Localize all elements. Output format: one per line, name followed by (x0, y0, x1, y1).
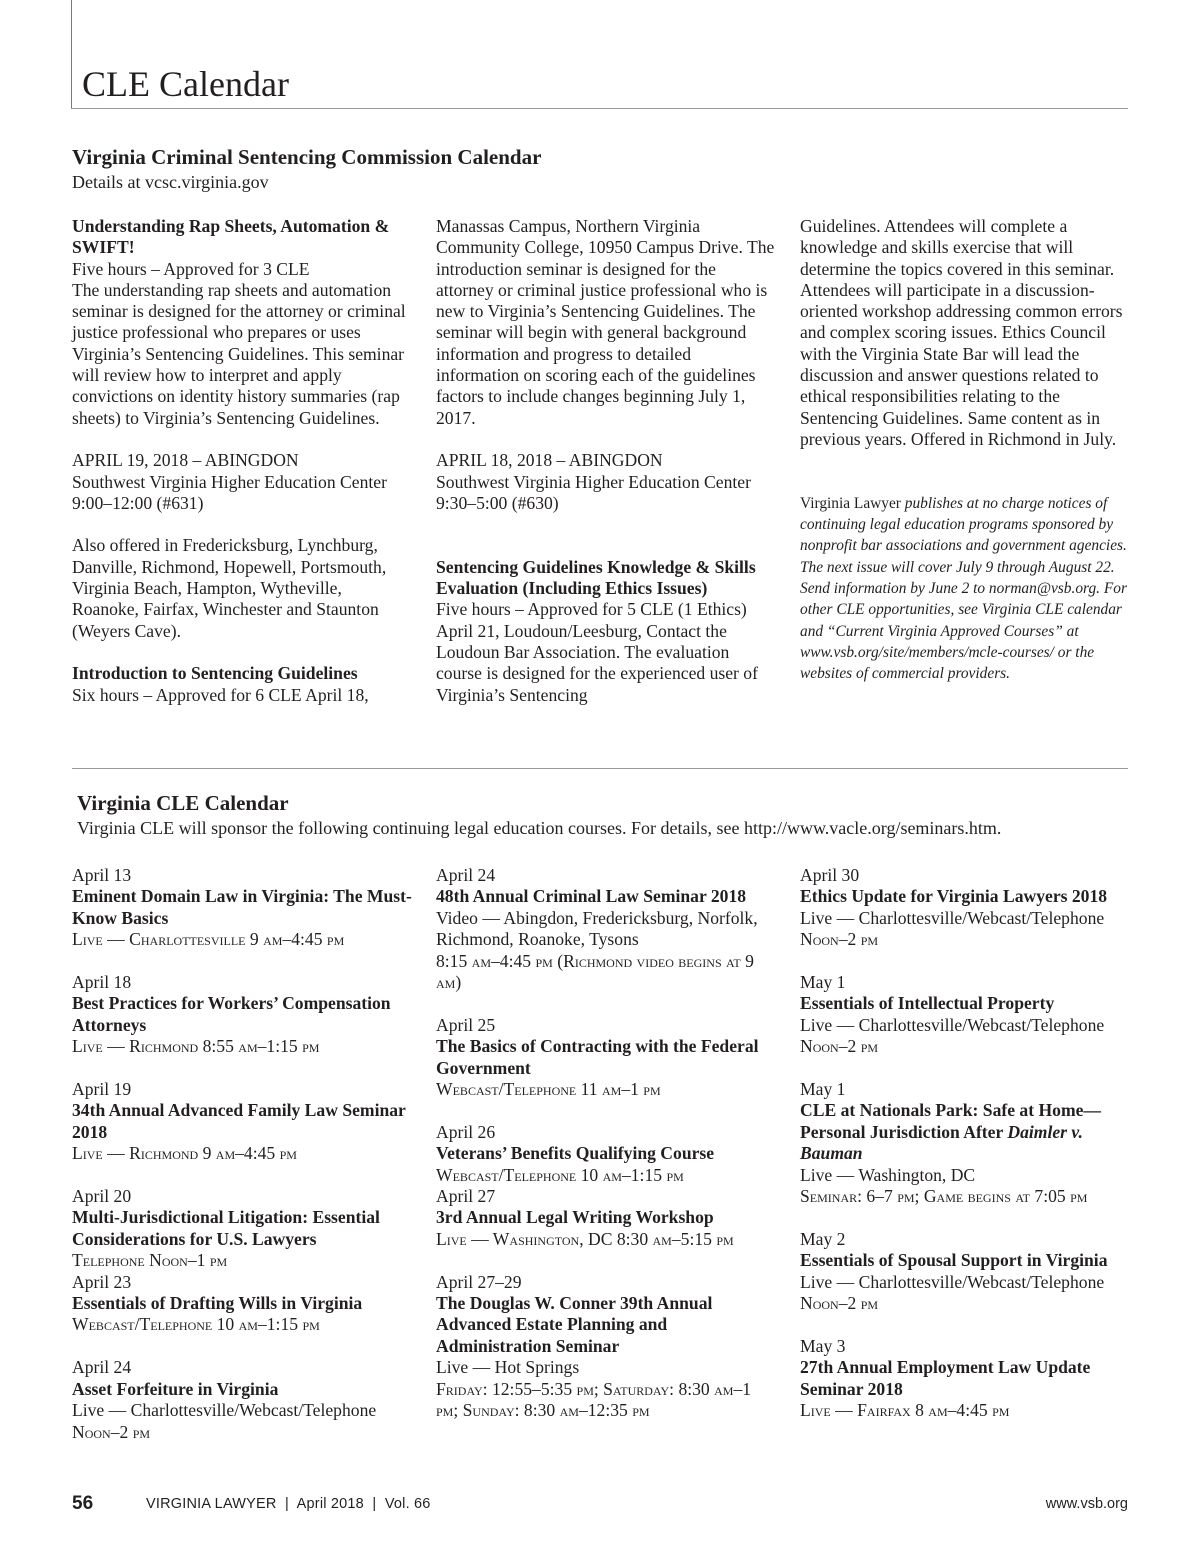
vcsc-section-subtitle: Details at vcsc.virginia.gov (72, 172, 269, 192)
course-entry (72, 1357, 412, 1443)
course-title: 34th Annual Advanced Family Law Seminar 2018 (72, 1100, 406, 1142)
course-details: Live — Washington, DC 8:30 am–5:15 pm (436, 1228, 734, 1249)
vcsc-column-1 (72, 216, 412, 706)
course-date: May 3 (800, 1335, 846, 1356)
course-title: The Basics of Contracting with the Federal Government (436, 1036, 759, 1078)
rap-sheets-event-time: 9:00–12:00 (#631) (72, 492, 204, 513)
intro-event-time: 9:30–5:00 (#630) (436, 492, 559, 513)
knowledge-skills-heading: Sentencing Guidelines Knowledge & Skills Evaluation (Including Ethics Issues) (436, 556, 756, 599)
course-details: Live — Charlottesville 9 am–4:45 pm (72, 929, 345, 950)
course-title: The Douglas W. Conner 39th Annual Advanced Estate Planning and Administration Seminar (436, 1293, 713, 1356)
course-time: Noon–2 pm (800, 929, 879, 950)
page-number: 56 (72, 1493, 94, 1514)
intro-event-date: APRIL 18, 2018 – ABINGDON (436, 450, 663, 471)
course-title-case-name: Daimler v. Bauman (800, 1121, 1083, 1164)
course-entry (800, 1336, 1130, 1422)
intro-event-venue: Southwest Virginia Higher Education Center (436, 471, 751, 492)
course-date: May 1 (800, 972, 846, 993)
course-details: Video — Abingdon, Fredericksburg, Norfolk, Richmond, Roanoke, Tysons (436, 907, 758, 950)
course-details: Live — Charlottesville/Webcast/Telephone (800, 907, 1105, 928)
course-details: Live — Richmond 8:55 am–1:15 pm (72, 1036, 320, 1057)
course-time: Noon–2 pm (72, 1421, 151, 1442)
course-date: April 13 (72, 865, 132, 885)
course-date: April 26 (436, 1121, 496, 1142)
vacle-section-title: Virginia CLE Calendar (77, 791, 289, 815)
course-title: Essentials of Drafting Wills in Virginia (72, 1293, 363, 1314)
publication-name: Virginia Lawyer (800, 494, 901, 512)
vcsc-section-title: Virginia Criminal Sentencing Commission Calendar (72, 145, 542, 169)
page-footer (72, 1493, 1128, 1517)
intro-guidelines-hours: Six hours – Approved for 6 CLE April 18, (72, 684, 369, 705)
course-entry (72, 865, 412, 951)
course-title: Veterans’ Benefits Qualifying Course (436, 1143, 715, 1164)
intro-guidelines-description: Manassas Campus, Northern Virginia Community College, 10950 Campus Drive. The introduction seminar is designed for the attorney or criminal justice professional who is new to Virginia’s Sentencing Guidelines. The seminar will begin with general background information and progress to detailed information on scoring each of the guidelines factors to include changes beginning July 1, 2017. (436, 216, 775, 428)
course-title: Multi-Jurisdictional Litigation: Essential Considerations for U.S. Lawyers (72, 1207, 380, 1249)
course-title: Best Practices for Workers’ Compensation Attorneys (72, 993, 391, 1035)
course-date: April 25 (436, 1014, 496, 1035)
course-title: Essentials of Intellectual Property (800, 993, 1055, 1014)
course-entry (436, 865, 776, 993)
course-time: Friday: 12:55–5:35 pm; Saturday: 8:30 am–1 pm; Sunday: 8:30 am–12:35 pm (436, 1378, 752, 1421)
course-details: Live — Charlottesville/Webcast/Telephone (800, 1014, 1105, 1035)
course-date: April 19 (72, 1079, 132, 1100)
course-details: Webcast/Telephone 10 am–1:15 pm (72, 1314, 320, 1335)
course-time: Noon–2 pm (800, 1036, 879, 1057)
course-title: Eminent Domain Law in Virginia: The Must-Know Basics (72, 886, 412, 928)
publication-notice-text: publishes at no charge notices of continuing legal education programs sponsored by nonprofit bar associations and government agencies. The next issue will cover July 9 through August 22. Send information by June 2 to norman@vsb.org. For other CLE opportunities, see Virginia CLE calendar and “Current Virginia Approved Courses” at www.vsb.org/site/members/mcle-courses/ or the websites of commercial providers. (800, 494, 1127, 683)
course-date: April 24 (436, 865, 496, 885)
intro-guidelines-heading: Introduction to Sentencing Guidelines (72, 663, 358, 684)
course-time: Seminar: 6–7 pm; Game begins at 7:05 pm (800, 1186, 1088, 1207)
vacle-column-2 (436, 865, 776, 1422)
course-entry (800, 865, 1130, 951)
course-details: Live — Fairfax 8 am–4:45 pm (800, 1400, 1010, 1421)
header-rule (71, 108, 1128, 109)
knowledge-skills-continued: Guidelines. Attendees will complete a knowledge and skills exercise that will determine the topics covered in this seminar. Attendees will participate in a discussion-oriented workshop addressing common errors and complex scoring issues. Ethics Council with the Virginia State Bar will lead the discussion and answer questions related to ethical responsibilities relating to the Sentencing Guidelines. Same content as in previous years. Offered in Richmond in July. (800, 216, 1123, 449)
course-title: 3rd Annual Legal Writing Workshop (436, 1207, 714, 1228)
course-date: April 30 (800, 865, 860, 885)
course-details: Webcast/Telephone 10 am–1:15 pm (436, 1164, 684, 1185)
course-title-main: CLE at Nationals Park: Safe at Home—Personal Jurisdiction After (800, 1100, 1102, 1142)
page-title: CLE Calendar (82, 64, 289, 104)
course-entry (436, 1186, 776, 1250)
course-entry (72, 1272, 412, 1336)
vcsc-column-2 (436, 216, 776, 706)
rap-sheets-event-date: APRIL 19, 2018 – ABINGDON (72, 450, 299, 471)
vacle-column-1 (72, 865, 412, 1443)
course-details: Live — Charlottesville/Webcast/Telephone (800, 1271, 1105, 1292)
course-entry (800, 1229, 1130, 1315)
course-date: April 24 (72, 1357, 132, 1378)
course-date: April 27 (436, 1186, 496, 1207)
course-entry (800, 1079, 1130, 1207)
course-title (800, 1100, 1130, 1164)
vcsc-column-3 (800, 216, 1130, 685)
course-entry (72, 1186, 412, 1272)
course-entry (72, 972, 412, 1058)
course-details: Telephone Noon–1 pm (72, 1250, 228, 1271)
rap-sheets-event-venue: Southwest Virginia Higher Education Center (72, 471, 387, 492)
course-date: April 20 (72, 1186, 132, 1207)
header-vertical-rule (71, 0, 72, 108)
course-details: Webcast/Telephone 11 am–1 pm (436, 1079, 661, 1100)
course-details: Live — Hot Springs (436, 1357, 580, 1378)
course-title: Essentials of Spousal Support in Virginia (800, 1250, 1108, 1271)
section-divider (72, 768, 1128, 769)
course-title: 27th Annual Employment Law Update Seminar 2018 (800, 1357, 1091, 1399)
website-link[interactable]: www.vsb.org (1045, 1496, 1128, 1512)
course-title: Ethics Update for Virginia Lawyers 2018 (800, 886, 1108, 907)
course-entry (436, 1122, 776, 1186)
course-details: Live — Charlottesville/Webcast/Telephone (72, 1400, 377, 1421)
course-entry (800, 972, 1130, 1058)
course-entry (436, 1015, 776, 1101)
rap-sheets-hours: Five hours – Approved for 3 CLE (72, 258, 310, 279)
rap-sheets-description: The understanding rap sheets and automation seminar is designed for the attorney or criminal justice professional who prepares or uses Virginia’s Sentencing Guidelines. This seminar will review how to interpret and apply convictions on identity history summaries (rap sheets) to Virginia’s Sentencing Guidelines. (72, 279, 406, 428)
vacle-section-subtitle: Virginia CLE will sponsor the following continuing legal education courses. For details, see http://www.vacle.org/seminars.htm. (77, 818, 1002, 838)
course-time: Noon–2 pm (800, 1293, 879, 1314)
course-details: Live — Richmond 9 am–4:45 pm (72, 1143, 297, 1164)
course-title: 48th Annual Criminal Law Seminar 2018 (436, 886, 747, 907)
course-date: May 2 (800, 1228, 846, 1249)
course-date: April 18 (72, 972, 132, 993)
vacle-column-3 (800, 865, 1130, 1422)
rap-sheets-also-offered: Also offered in Fredericksburg, Lynchburg, Danville, Richmond, Hopewell, Portsmouth, Virginia Beach, Hampton, Wytheville, Roanoke, Fairfax, Winchester and Staunton (Weyers Cave). (72, 535, 387, 641)
magazine-issue: VIRGINIA LAWYER | April 2018 | Vol. 66 (146, 1496, 431, 1512)
course-entry (72, 1079, 412, 1165)
publication-notice (800, 493, 1130, 685)
rap-sheets-heading: Understanding Rap Sheets, Automation & SWIFT! (72, 216, 390, 258)
course-entry (436, 1272, 776, 1422)
course-title: Asset Forfeiture in Virginia (72, 1378, 279, 1399)
knowledge-skills-description: Five hours – Approved for 5 CLE (1 Ethics) April 21, Loudoun/Leesburg, Contact the Loudoun Bar Association. The evaluation course is designed for the experienced user of Virginia’s Sentencing (436, 599, 758, 705)
course-date: May 1 (800, 1079, 846, 1100)
course-date: April 23 (72, 1271, 132, 1292)
course-date: April 27–29 (436, 1271, 522, 1292)
course-time: 8:15 am–4:45 pm (Richmond video begins at 9 am) (436, 950, 754, 993)
course-details: Live — Washington, DC (800, 1164, 976, 1185)
